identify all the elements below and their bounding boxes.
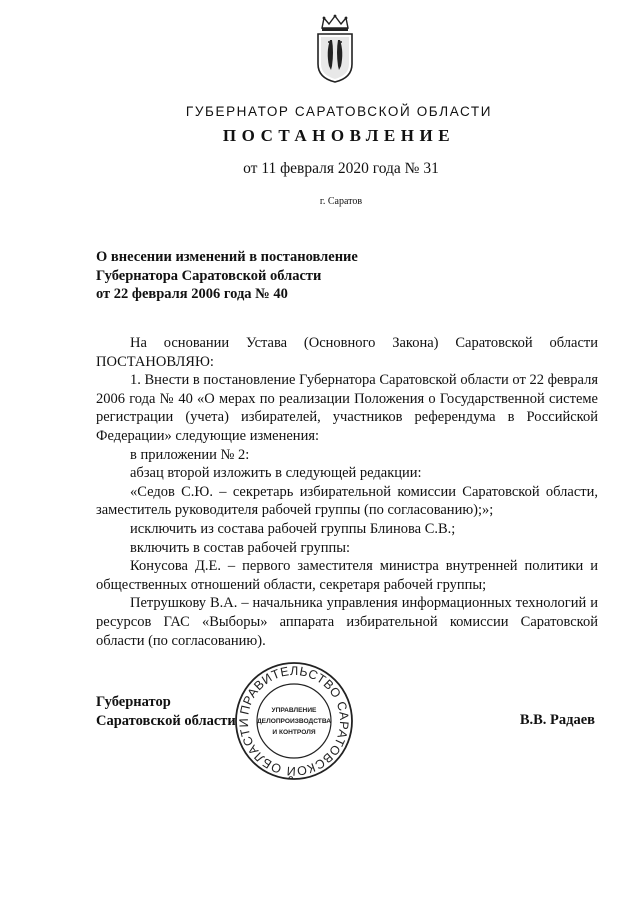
signatory-title-line: Губернатор — [96, 694, 171, 710]
signatory-title — [96, 693, 236, 731]
body-paragraph: исключить из состава рабочей группы Блинова С.В.; — [130, 520, 456, 537]
seal-center-text: УПРАВЛЕНИЕ — [271, 707, 317, 714]
issuer-title: ГУБЕРНАТОР САРАТОВСКОЙ ОБЛАСТИ — [185, 104, 493, 119]
document-body — [96, 334, 598, 650]
body-paragraph: «Седов С.Ю. – секретарь избирательной комиссии Саратовской области, заместитель руководителя рабочей группы (по согласованию);»; — [96, 483, 598, 519]
document-subject — [96, 248, 358, 304]
signatory-name: В.В. Радаев — [519, 712, 595, 728]
coat-of-arms-icon — [312, 14, 358, 84]
signatory-title-line: Саратовской области — [96, 713, 236, 729]
document-date-number: от 11 февраля 2020 года № 31 — [243, 160, 439, 177]
seal-center-text: ДЕЛОПРОИЗВОДСТВА — [256, 718, 332, 725]
body-paragraph: Петрушкову В.А. – начальника управления информационных технологий и ресурсов ГАС «Выборы» аппарата избирательной комиссии Саратовской области (по согласованию). — [96, 595, 598, 649]
seal-center-text: И КОНТРОЛЯ — [272, 729, 316, 736]
document-type: ПОСТАНОВЛЕНИЕ — [222, 126, 456, 145]
body-paragraph: включить в состав рабочей группы: — [130, 539, 351, 556]
subject-line: Губернатора Саратовской области — [96, 267, 322, 284]
body-paragraph: абзац второй изложить в следующей редакции: — [130, 465, 422, 482]
body-paragraph: в приложении № 2: — [130, 446, 250, 463]
official-seal-stamp — [233, 660, 355, 782]
subject-line: от 22 февраля 2006 года № 40 — [96, 286, 288, 302]
seal-ring-text: ПРАВИТЕЛЬСТВО САРАТОВСКОЙ ОБЛАСТИ — [236, 663, 352, 779]
body-paragraph: Конусова Д.Е. – первого заместителя министра внутренней политики и общественных отношений области, секретаря рабочей группы; — [96, 558, 598, 593]
body-paragraph: На основании Устава (Основного Закона) Саратовской области ПОСТАНОВЛЯЮ: — [96, 335, 598, 370]
body-paragraph: 1. Внести в постановление Губернатора Саратовской области от 22 февраля 2006 года № 40 «О мерах по реализации Положения о Государственной системе регистрации (учета) избирателей, участников референдума в Российской Федерации» следующие изменения: — [96, 372, 598, 444]
document-city: г. Саратов — [319, 196, 363, 207]
subject-line: О внесении изменений в постановление — [96, 249, 358, 265]
